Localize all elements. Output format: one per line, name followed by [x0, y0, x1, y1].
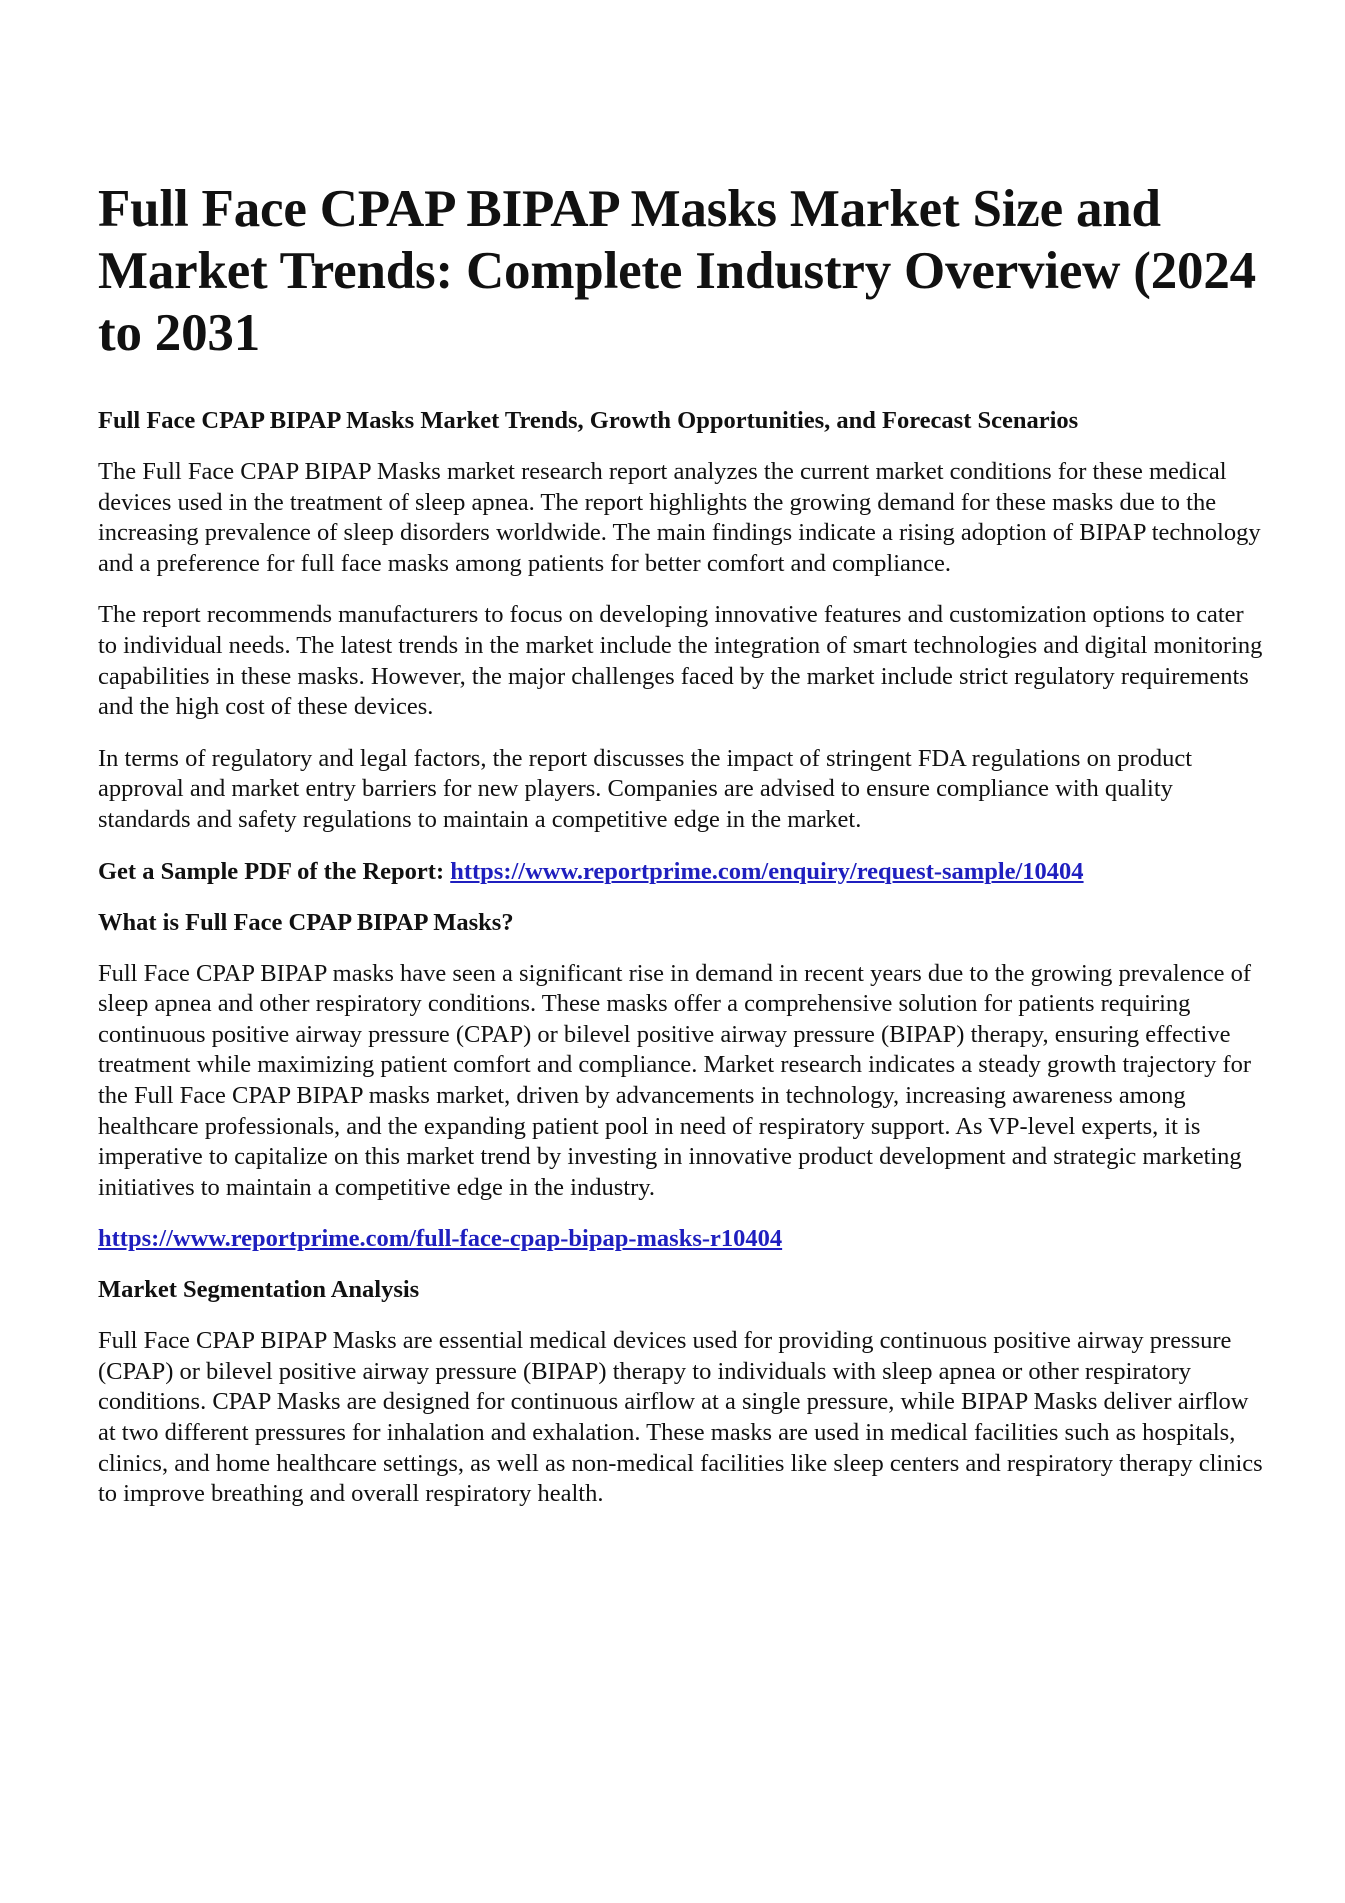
sample-pdf-label: Get a Sample PDF of the Report:: [98, 857, 451, 885]
sample-pdf-link[interactable]: https://www.reportprime.com/enquiry/request-sample/10404: [450, 857, 1084, 885]
what-is-paragraph: Full Face CPAP BIPAP masks have seen a significant rise in demand in recent years due to the growing prevalence of sleep apnea and other respiratory conditions. These masks offer a comprehensive solution for patients requiring continuous positive airway pressure (CPAP) or bilevel positive airway pressure (BIPAP) therapy, ensuring effective treatment while maximizing patient comfort and compliance. Market research indicates a steady growth trajectory for the Full Face CPAP BIPAP masks market, driven by advancements in technology, increasing awareness among healthcare professionals, and the expanding patient pool in need of respiratory support. As VP-level experts, it is imperative to capitalize on this market trend by investing in innovative product development and strategic marketing initiatives to maintain a competitive edge in the industry.: [98, 959, 1252, 1201]
intro-paragraph-2: The report recommends manufacturers to focus on developing innovative features and customization options to cater to individual needs. The latest trends in the market include the integration of smart technologies and digital monitoring capabilities in these masks. However, the major challenges faced by the market include strict regulatory requirements and the high cost of these devices.: [98, 601, 1263, 721]
report-link[interactable]: https://www.reportprime.com/full-face-cpap-bipap-masks-r10404: [98, 1225, 783, 1253]
page-title: Full Face CPAP BIPAP Masks Market Size and Market Trends: Complete Industry Overview (2024 to 2031: [98, 180, 1256, 362]
segmentation-paragraph: Full Face CPAP BIPAP Masks are essential medical devices used for providing continuous positive airway pressure (CPAP) or bilevel positive airway pressure (BIPAP) therapy to individuals with sleep apnea or other respiratory conditions. CPAP Masks are designed for continuous airflow at a single pressure, while BIPAP Masks deliver airflow at two different pressures for inhalation and exhalation. These masks are used in medical facilities such as hospitals, clinics, and home healthcare settings, as well as non-medical facilities like sleep centers and respiratory therapy clinics to improve breathing and overall respiratory health.: [98, 1327, 1263, 1508]
segmentation-heading: Market Segmentation Analysis: [98, 1276, 420, 1304]
subtitle-heading: Full Face CPAP BIPAP Masks Market Trends, Growth Opportunities, and Forecast Scenarios: [98, 407, 1079, 434]
document-page: [98, 178, 1268, 1531]
intro-paragraph-3: In terms of regulatory and legal factors, the report discusses the impact of stringent FDA regulations on product approval and market entry barriers for new players. Companies are advised to ensure compliance with quality standards and safety regulations to maintain a competitive edge in the market.: [98, 744, 1193, 833]
report-link-line: [98, 1224, 1268, 1254]
what-is-heading: What is Full Face CPAP BIPAP Masks?: [98, 908, 514, 936]
sample-pdf-line: [98, 857, 1268, 887]
intro-paragraph-1: The Full Face CPAP BIPAP Masks market research report analyzes the current market conditions for these medical devices used in the treatment of sleep apnea. The report highlights the growing demand for these masks due to the increasing prevalence of sleep disorders worldwide. The main findings indicate a rising adoption of BIPAP technology and a preference for full face masks among patients for better comfort and compliance.: [98, 458, 1261, 577]
